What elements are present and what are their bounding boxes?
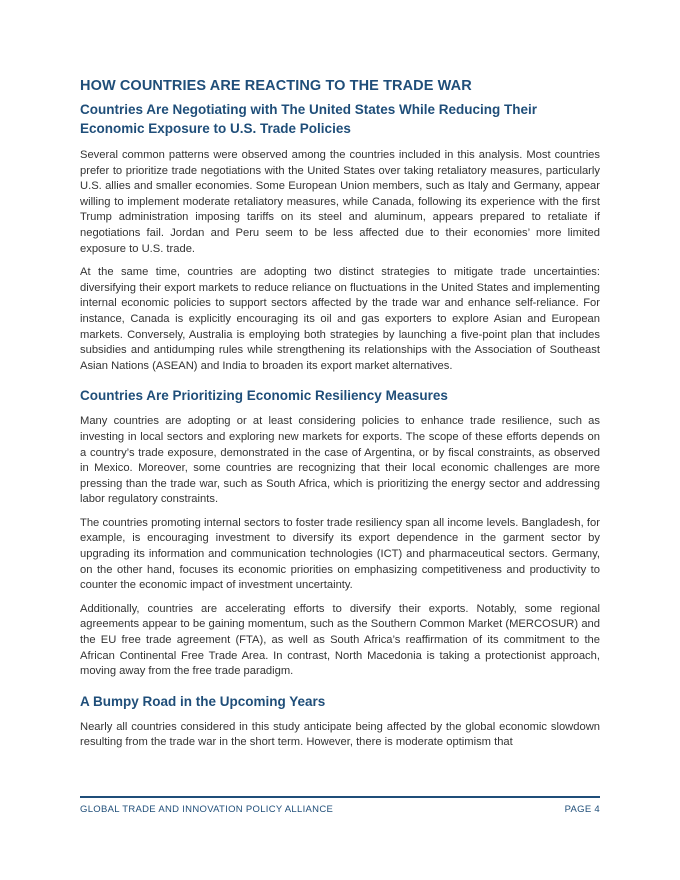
paragraph: Several common patterns were observed among the countries included in this analysis. Most countries prefer to prioritize trade negotiations with the United States over taking retaliatory measures, particularly U.S. allies and smaller economies. Some European Union members, such as Italy and Germany, appear willing to implement moderate retaliatory measures, while Canada, following its experience with the first Trump administration imposing tariffs on its steel and aluminum, appears prepared to retaliate if negotiations fail. Jordan and Peru seem to be less affected due to their economies’ more limited exposure to U.S. trade.	[80, 149, 600, 255]
paragraph: Nearly all countries considered in this study anticipate being affected by the global economic slowdown resulting from the trade war in the short term. However, there is moderate optimism that	[80, 720, 600, 749]
paragraph: At the same time, countries are adopting two distinct strategies to mitigate trade uncertainties: diversifying their export markets to reduce reliance on fluctuations in the United States and implementing internal economic policies to support sectors affected by the trade war and enhance self-reliance. For instance, Canada is explicitly encouraging its oil and gas exporters to explore Asian and European markets. Conversely, Australia is employing both strategies by launching a five-point plan that includes subsidies and antidumping rules while strengthening its relationships with the Association of Southeast Asian Nations (ASEAN) and India to broaden its export market alternatives.	[80, 266, 600, 372]
page-heading: HOW COUNTRIES ARE REACTING TO THE TRADE WAR	[80, 78, 472, 94]
section-title-bumpy-road: A Bumpy Road in the Upcoming Years	[80, 693, 326, 709]
footer-divider	[80, 796, 600, 798]
document-body	[80, 78, 600, 759]
paragraph: Many countries are adopting or at least considering policies to enhance trade resilience, such as investing in local sectors and exploring new markets for exports. The scope of these efforts depends on a country’s trade exposure, demonstrated in the case of Argentina, or by fiscal constraints, as observed in Mexico. Moreover, some countries are recognizing that their local economic challenges are more pressing than the trade war, such as South Africa, which is prioritizing the energy sector and addressing labor regulatory constraints.	[80, 415, 600, 506]
section-title-resiliency: Countries Are Prioritizing Economic Resiliency Measures	[80, 388, 448, 404]
section-title-negotiating: Countries Are Negotiating with The United States While Reducing Their Economic Exposure to U.S. Trade Policies	[80, 102, 538, 136]
footer-organization: GLOBAL TRADE AND INNOVATION POLICY ALLIANCE	[80, 804, 334, 815]
paragraph: The countries promoting internal sectors to foster trade resiliency span all income levels. Bangladesh, for example, is encouraging investment to diversify its export dependence in the garment sector by upgrading its information and communication technologies (ICT) and pharmaceutical sectors. Germany, on the other hand, focuses its economic priorities on emphasizing competitiveness and productivity to counter the economic impact of investment uncertainty.	[80, 516, 600, 592]
footer-page-number: PAGE 4	[564, 804, 600, 815]
paragraph: Additionally, countries are accelerating efforts to diversify their exports. Notably, some regional agreements appear to be gaining momentum, such as the Southern Common Market (MERCOSUR) and the EU free trade agreement (FTA), as well as South Africa’s reaffirmation of its commitment to the African Continental Free Trade Area. In contrast, North Macedonia is taking a protectionist approach, moving away from the free trade paradigm.	[80, 602, 600, 678]
